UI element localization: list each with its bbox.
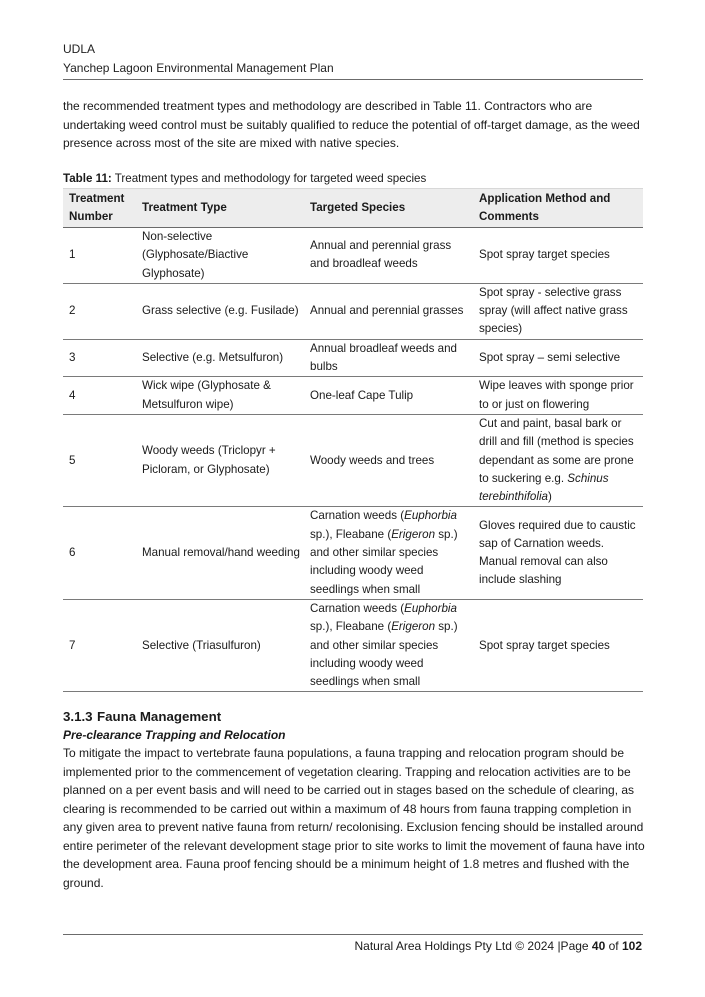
- subsection-heading: Pre-clearance Trapping and Relocation: [63, 728, 286, 742]
- cell-number: 3: [63, 339, 136, 377]
- treatment-table: [63, 188, 643, 692]
- cell-method: Wipe leaves with sponge prior to or just on flowering: [473, 377, 643, 415]
- cell-method: Spot spray target species: [473, 228, 643, 284]
- header-application-method: Application Method and Comments: [473, 189, 643, 228]
- cell-species: Annual and perennial grass and broadleaf weeds: [304, 228, 473, 284]
- header-treatment-type: Treatment Type: [136, 189, 304, 228]
- method-text-end: ): [547, 490, 552, 504]
- table-caption-label: Table 11:: [63, 172, 112, 185]
- cell-number: 2: [63, 283, 136, 339]
- cell-type: Selective (Triasulfuron): [136, 599, 304, 691]
- intro-paragraph: the recommended treatment types and methodology are described in Table 11. Contractors who are undertaking weed control must be suitably qualified to reduce the potential of off-target damage, as the weed presence across most of the site are mixed with native species.: [63, 99, 640, 150]
- header-doc-title: Yanchep Lagoon Environmental Management Plan: [63, 61, 334, 75]
- section-title: Fauna Management: [97, 709, 222, 724]
- method-text: Cut and paint, basal bark or drill and fill (method is species dependant as some are prone to suckering e.g.: [479, 416, 634, 485]
- species-text: sp.) and other similar species including woody weed seedlings when small: [310, 527, 458, 596]
- table-caption-text: Treatment types and methodology for targeted weed species: [111, 172, 427, 185]
- cell-species: [304, 507, 473, 599]
- header-treatment-number: Treatment Number: [63, 189, 136, 228]
- cell-method: Gloves required due to caustic sap of Carnation weeds. Manual removal can also include slashing: [473, 507, 643, 599]
- cell-species: [304, 599, 473, 691]
- table-row: [63, 228, 643, 284]
- genus-italic: Erigeron: [391, 620, 436, 634]
- species-text: Carnation weeds (: [310, 509, 405, 523]
- genus-italic: Erigeron: [391, 527, 436, 541]
- cell-type: Wick wipe (Glyphosate & Metsulfuron wipe): [136, 377, 304, 415]
- cell-number: 4: [63, 377, 136, 415]
- genus-italic: Euphorbia: [404, 509, 457, 523]
- cell-method: [473, 414, 643, 506]
- cell-species: Annual broadleaf weeds and bulbs: [304, 339, 473, 377]
- cell-species: Annual and perennial grasses: [304, 283, 473, 339]
- table-row: [63, 507, 643, 599]
- section-heading: [63, 708, 221, 726]
- footer-divider: [63, 934, 643, 935]
- section-number: 3.1.3: [63, 709, 93, 724]
- table-row: [63, 283, 643, 339]
- cell-number: 7: [63, 599, 136, 691]
- table-header-row: [63, 189, 643, 228]
- cell-method: Spot spray target species: [473, 599, 643, 691]
- cell-method: Spot spray - selective grass spray (will affect native grass species): [473, 283, 643, 339]
- table-caption: [63, 171, 426, 187]
- cell-species: Woody weeds and trees: [304, 414, 473, 506]
- table-row: [63, 339, 643, 377]
- table-row: [63, 414, 643, 506]
- header-targeted-species: Targeted Species: [304, 189, 473, 228]
- species-text: sp.), Fleabane (: [310, 527, 392, 541]
- species-text: sp.), Fleabane (: [310, 620, 392, 634]
- cell-number: 1: [63, 228, 136, 284]
- footer-copyright: Natural Area Holdings Pty Ltd © 2024 |Page: [354, 939, 592, 953]
- page-header: [63, 40, 642, 78]
- cell-type: Grass selective (e.g. Fusilade): [136, 283, 304, 339]
- cell-method: Spot spray – semi selective: [473, 339, 643, 377]
- cell-type: Manual removal/hand weeding: [136, 507, 304, 599]
- species-italic: Schinus terebinthifolia: [479, 471, 609, 504]
- species-text: sp.) and other similar species including woody weed seedlings when small: [310, 620, 458, 689]
- header-org: UDLA: [63, 42, 96, 56]
- cell-number: 6: [63, 507, 136, 599]
- fauna-paragraph: To mitigate the impact to vertebrate fauna populations, a fauna trapping and relocation program should be implemented prior to the commencement of vegetation clearing. Trapping and relocation activities are to be planned on a per event basis and will need to be carried out in stages based on the schedule of clearing, as clearing is recommended to be carried out within a maximum of 48 hours from fauna trapping completion in any given area to prevent native fauna from return/ recolonising. Exclusion fencing should be installed around entire perimeter of the relevant development stage prior to site works to limit the movement of fauna have into the development area. Fauna proof fencing should be a minimum height of 1.8 metres and flushed with the ground.: [63, 746, 645, 890]
- header-divider: [63, 79, 643, 80]
- page-number: 40: [591, 939, 606, 953]
- page-footer: [354, 937, 642, 955]
- footer-of: of: [605, 939, 622, 953]
- genus-italic: Euphorbia: [404, 601, 457, 615]
- species-text: Carnation weeds (: [310, 601, 405, 615]
- cell-type: Non-selective (Glyphosate/Biactive Glyphosate): [136, 228, 304, 284]
- cell-species: One-leaf Cape Tulip: [304, 377, 473, 415]
- page-total: 102: [621, 939, 642, 953]
- table-row: [63, 599, 643, 691]
- cell-type: Woody weeds (Triclopyr + Picloram, or Glyphosate): [136, 414, 304, 506]
- cell-number: 5: [63, 414, 136, 506]
- cell-type: Selective (e.g. Metsulfuron): [136, 339, 304, 377]
- table-row: [63, 377, 643, 415]
